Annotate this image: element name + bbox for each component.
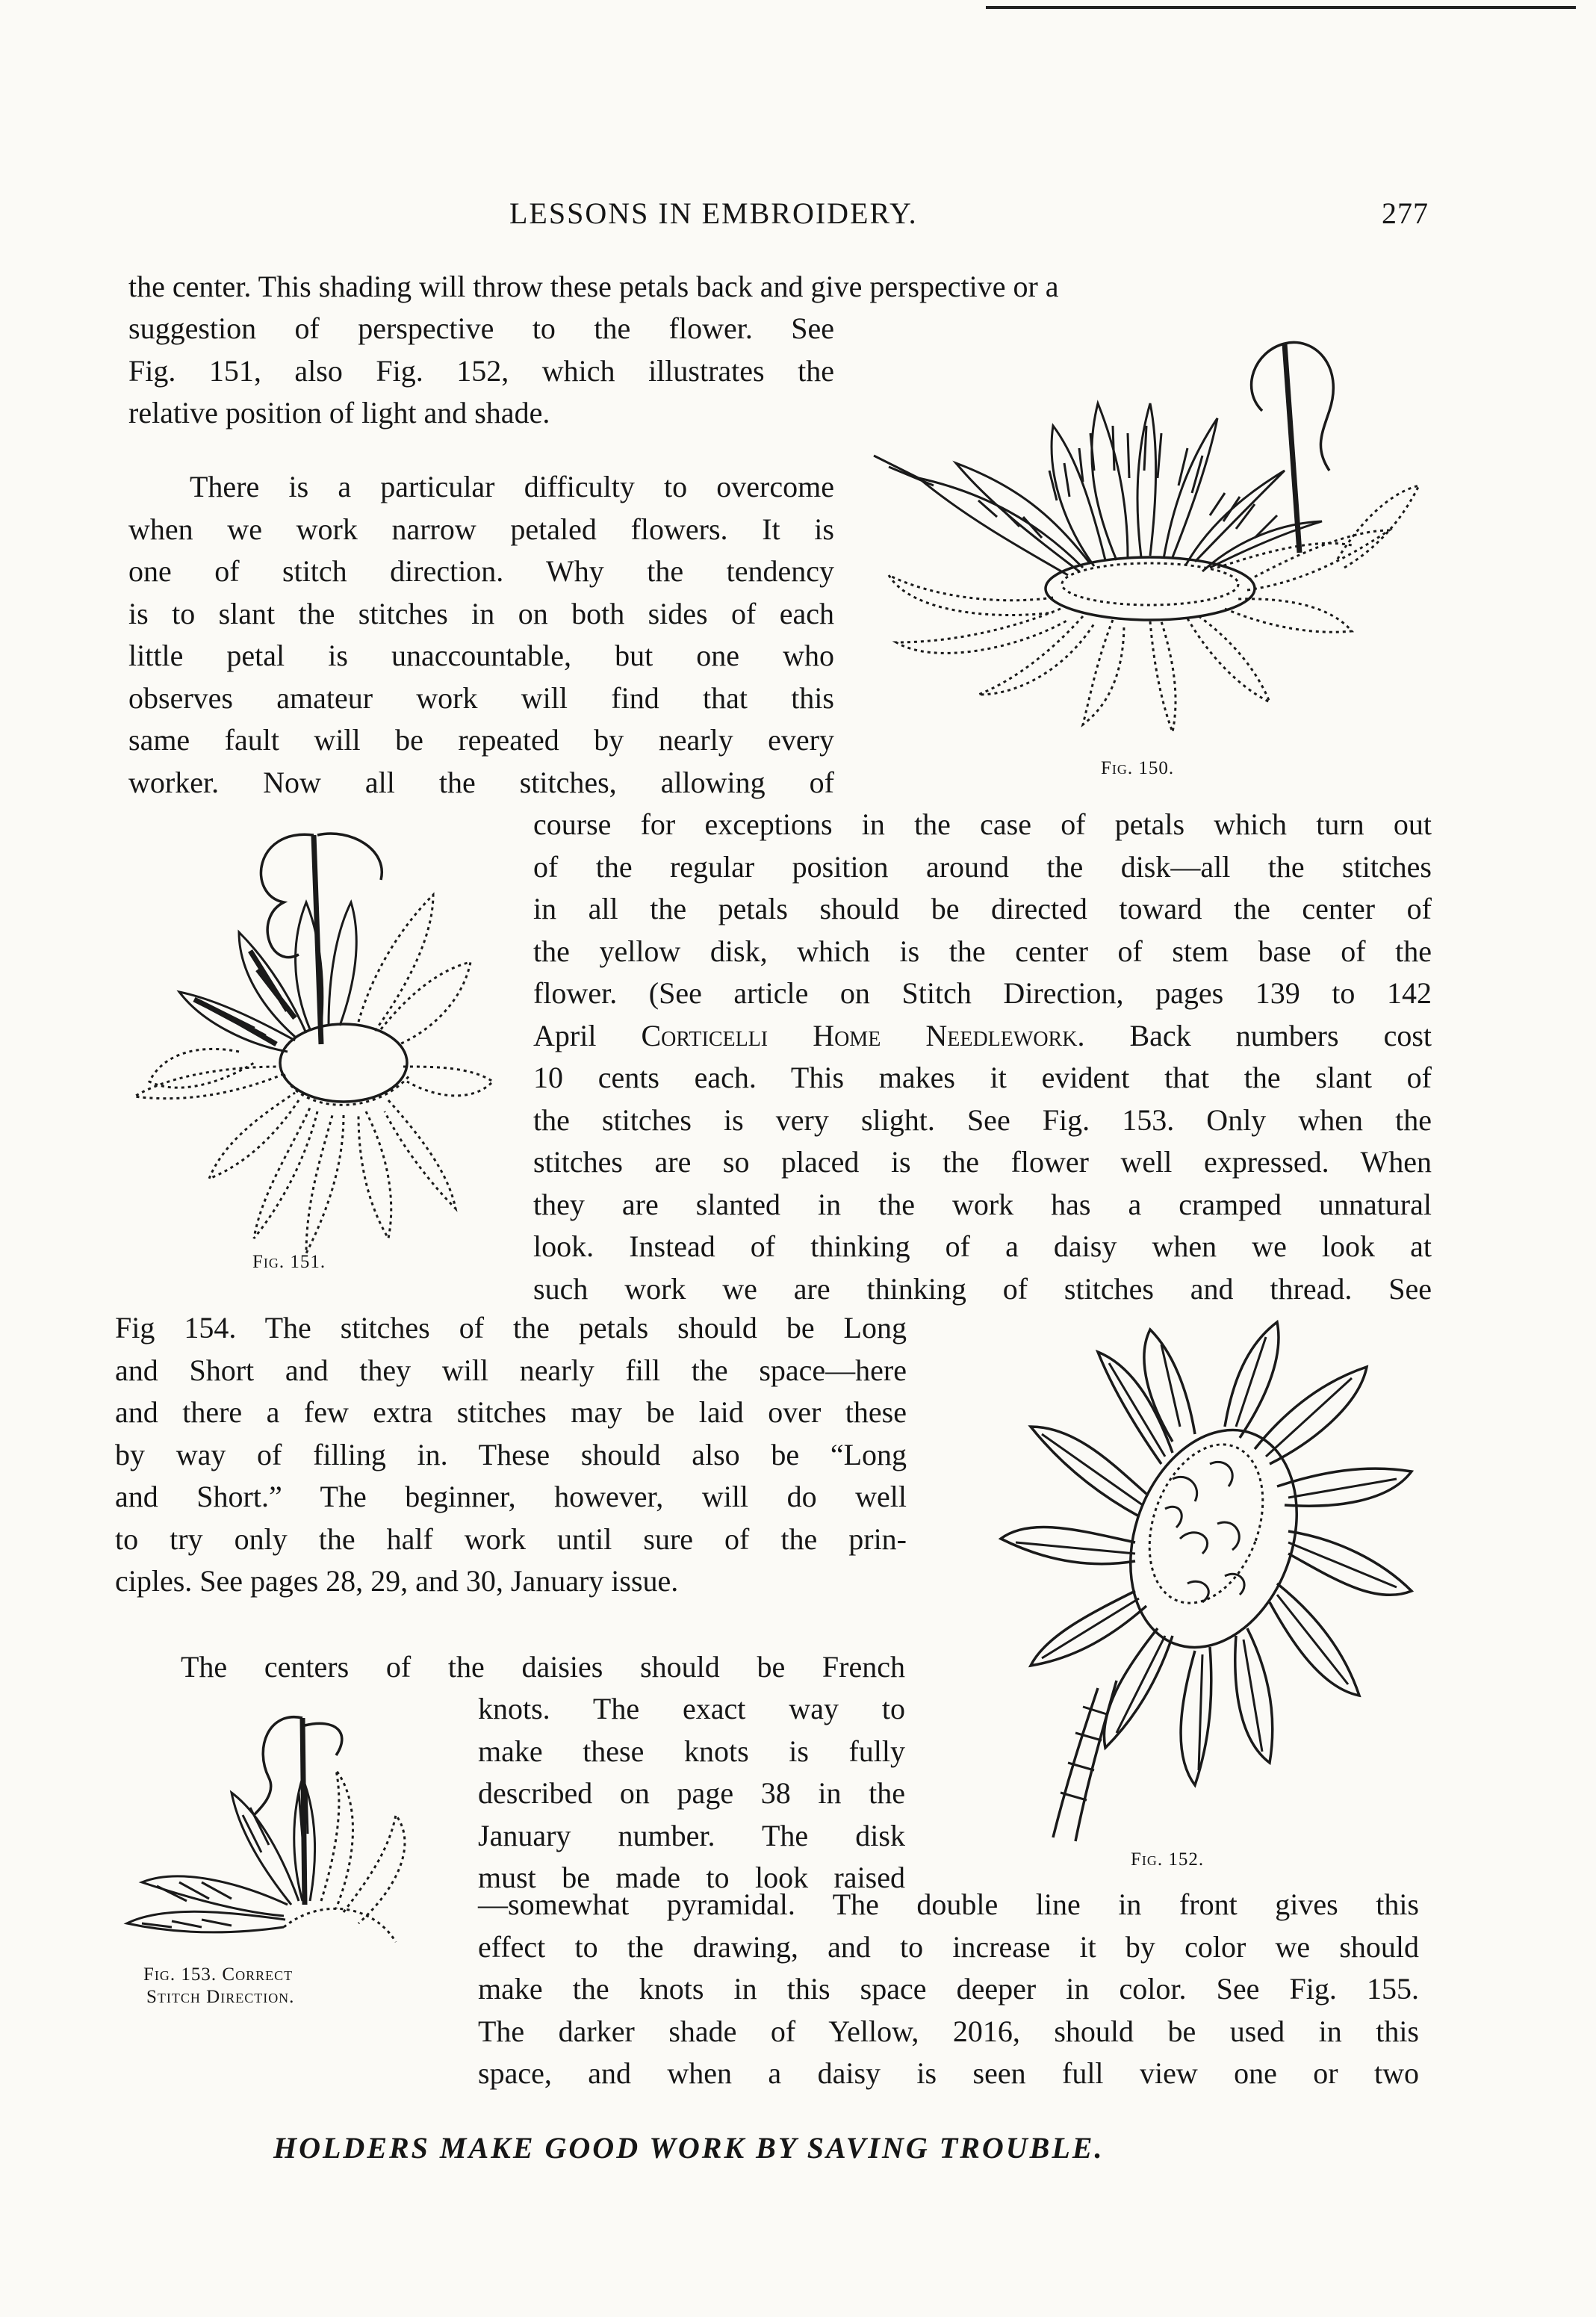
text-line: observes amateur work will find that this bbox=[128, 680, 834, 715]
outline-petal bbox=[149, 1049, 254, 1088]
fig-153-illustration bbox=[112, 1703, 426, 1957]
text-line: described on page 38 in the bbox=[478, 1776, 905, 1810]
text-line: worker. Now all the stitches, allowing of bbox=[128, 765, 834, 799]
text-line: one of stitch direction. Why the tendency bbox=[128, 554, 834, 588]
outline-petal bbox=[896, 609, 1068, 653]
text-line: of the regular position around the disk—all the stitches bbox=[533, 849, 1432, 884]
text-line-april bbox=[533, 1015, 1432, 1058]
paragraph-1 bbox=[128, 308, 834, 435]
text-line: The centers of the daisies should be French bbox=[181, 1650, 905, 1684]
outline-petal bbox=[1247, 530, 1389, 590]
text-line: by way of filling in. These should also be “Long bbox=[115, 1437, 907, 1471]
outline-petal bbox=[321, 1770, 353, 1908]
text-line: little petal is unaccountable, but one who bbox=[128, 639, 834, 672]
shaded-petal bbox=[142, 1876, 288, 1916]
outline-petal bbox=[889, 575, 1053, 615]
outline-petal bbox=[1150, 621, 1176, 732]
text-line: flower. (See article on Stitch Direction, pages 139 to 142 bbox=[533, 976, 1432, 1010]
text-line: Fig. 151, also Fig. 152, which illustrates the bbox=[128, 353, 834, 388]
text-line: —somewhat pyramidal. The double line in front gives this bbox=[478, 1888, 1419, 1921]
outline-petal bbox=[209, 1093, 299, 1179]
shaded-petal bbox=[874, 456, 934, 486]
text-line: make the knots in this space deeper in color. See Fig. 155. bbox=[478, 1972, 1419, 2006]
text-line: suggestion of perspective to the flower. See bbox=[128, 311, 834, 345]
text-line: ciples. See pages 28, 29, and 30, January issue. bbox=[115, 1564, 679, 1598]
fig-153-caption-line-1: Fig. 153. Correct bbox=[143, 1964, 294, 1985]
flower-disk bbox=[280, 1024, 407, 1102]
petal bbox=[1001, 1527, 1135, 1563]
flower-disk-rim bbox=[284, 1074, 411, 1105]
petal-veins bbox=[1016, 1337, 1397, 1770]
flower-center bbox=[1102, 1406, 1326, 1671]
text-fragment: . Back numbers cost bbox=[1077, 1018, 1432, 1052]
outline-petal bbox=[403, 1067, 493, 1096]
flower-disk bbox=[1046, 557, 1255, 620]
fig-151-illustration bbox=[105, 820, 508, 1268]
text-line: and there a few extra stitches may be laid over these bbox=[115, 1395, 907, 1429]
thread bbox=[305, 1723, 342, 1755]
paragraph-4-rest bbox=[478, 1884, 1419, 2095]
center-texture bbox=[1165, 1462, 1244, 1602]
shaded-petal bbox=[1186, 471, 1285, 565]
outline-petal bbox=[306, 1115, 344, 1253]
text-line: knots. The exact way to bbox=[478, 1692, 905, 1725]
text-line: to try only the half work until sure of the prin- bbox=[115, 1522, 907, 1556]
flower-center-inner bbox=[1129, 1429, 1284, 1619]
needle bbox=[1285, 344, 1300, 553]
fig-153-caption-line-2: Stitch Direction. bbox=[146, 1987, 295, 2007]
text-line: the stitches is very slight. See Fig. 153. Only when the bbox=[533, 1102, 1432, 1137]
text-line: and Short.” The beginner, however, will do well bbox=[115, 1480, 907, 1513]
shaded-petal bbox=[329, 902, 356, 1026]
petal bbox=[1181, 1647, 1211, 1785]
text-line: course for exceptions in the case of petals which turn out bbox=[533, 807, 1432, 841]
thread bbox=[1252, 344, 1285, 411]
text-line: January number. The disk bbox=[478, 1818, 905, 1852]
text-line: The darker shade of Yellow, 2016, should be used in this bbox=[478, 2014, 1419, 2048]
outline-petal bbox=[978, 616, 1094, 695]
thread bbox=[317, 834, 382, 880]
thread bbox=[261, 834, 314, 957]
flower-disk-inner bbox=[1062, 563, 1238, 605]
text-line: Fig 154. The stitches of the petals should be Long bbox=[115, 1311, 907, 1344]
text-line: in all the petals should be directed toward the center of bbox=[533, 892, 1432, 925]
text-line: is to slant the stitches in on both sides of each bbox=[128, 596, 834, 630]
outline-petal bbox=[1187, 616, 1270, 702]
petal bbox=[1031, 1427, 1146, 1516]
paragraph-2 bbox=[128, 466, 834, 804]
fig-152-illustration bbox=[948, 1315, 1426, 1852]
paragraph-1-full-line bbox=[128, 266, 1432, 308]
petal bbox=[1270, 1584, 1359, 1696]
text-line: the center. This shading will throw these petals back and give perspective or a bbox=[128, 270, 1059, 303]
text-line: when we work narrow petaled flowers. It is bbox=[128, 512, 834, 546]
running-head: LESSONS IN EMBROIDERY. bbox=[509, 196, 918, 230]
text-line: such work we are thinking of stitches and thread. See bbox=[533, 1271, 1432, 1306]
needle bbox=[314, 835, 321, 1044]
text-line: There is a particular difficulty to overcome bbox=[190, 470, 834, 503]
fig-150-illustration bbox=[866, 321, 1434, 754]
text-line: and Short and they will nearly fill the space—here bbox=[115, 1353, 907, 1387]
shaded-petal bbox=[127, 1911, 285, 1932]
text-line: they are slanted in the work has a cramped unnatural bbox=[533, 1187, 1432, 1221]
outline-petal bbox=[358, 1111, 391, 1238]
shaded-petal bbox=[1164, 418, 1217, 559]
top-rule bbox=[986, 6, 1576, 9]
thread bbox=[254, 1717, 302, 1815]
text-line: space, and when a daisy is seen full view one or two bbox=[478, 2056, 1419, 2090]
fig-152-caption: Fig. 152. bbox=[1131, 1849, 1205, 1870]
paragraph-4-narrow bbox=[478, 1688, 905, 1899]
fig-151-caption: Fig. 151. bbox=[252, 1252, 326, 1272]
magazine-title: Corticelli Home Needlework bbox=[641, 1018, 1078, 1052]
flower-disk-arc bbox=[284, 1908, 396, 1942]
text-line: look. Instead of thinking of a daisy when we look at bbox=[533, 1229, 1432, 1263]
paragraph-3-column bbox=[533, 804, 1432, 1310]
paragraph-3-continued bbox=[115, 1307, 907, 1603]
text-line: same fault will be repeated by nearly every bbox=[128, 723, 834, 757]
text-fragment: April bbox=[533, 1018, 642, 1052]
text-line: must be made to look raised bbox=[478, 1861, 905, 1894]
text-line: the yellow disk, which is the center of stem base of the bbox=[533, 934, 1432, 968]
text-line: stitches are so placed is the flower well expressed. When bbox=[533, 1145, 1432, 1179]
outline-petal bbox=[254, 1108, 317, 1238]
text-line: relative position of light and shade. bbox=[128, 396, 550, 429]
page-number: 277 bbox=[1382, 196, 1429, 230]
needle bbox=[302, 1718, 305, 1905]
text-line: 10 cents each. This makes it evident that the slant of bbox=[533, 1061, 1432, 1094]
paragraph-4-first-line bbox=[181, 1646, 905, 1689]
text-line: make these knots is fully bbox=[478, 1734, 905, 1768]
stem bbox=[1053, 1681, 1117, 1841]
outline-petal bbox=[1083, 620, 1124, 725]
fig-150-caption: Fig. 150. bbox=[1101, 758, 1175, 778]
text-line: effect to the drawing, and to increase it by color we should bbox=[478, 1929, 1419, 1964]
outline-petal bbox=[385, 1100, 456, 1209]
shaded-petal bbox=[1092, 403, 1128, 560]
footer-slogan: HOLDERS MAKE GOOD WORK BY SAVING TROUBLE. bbox=[273, 2131, 1105, 2165]
